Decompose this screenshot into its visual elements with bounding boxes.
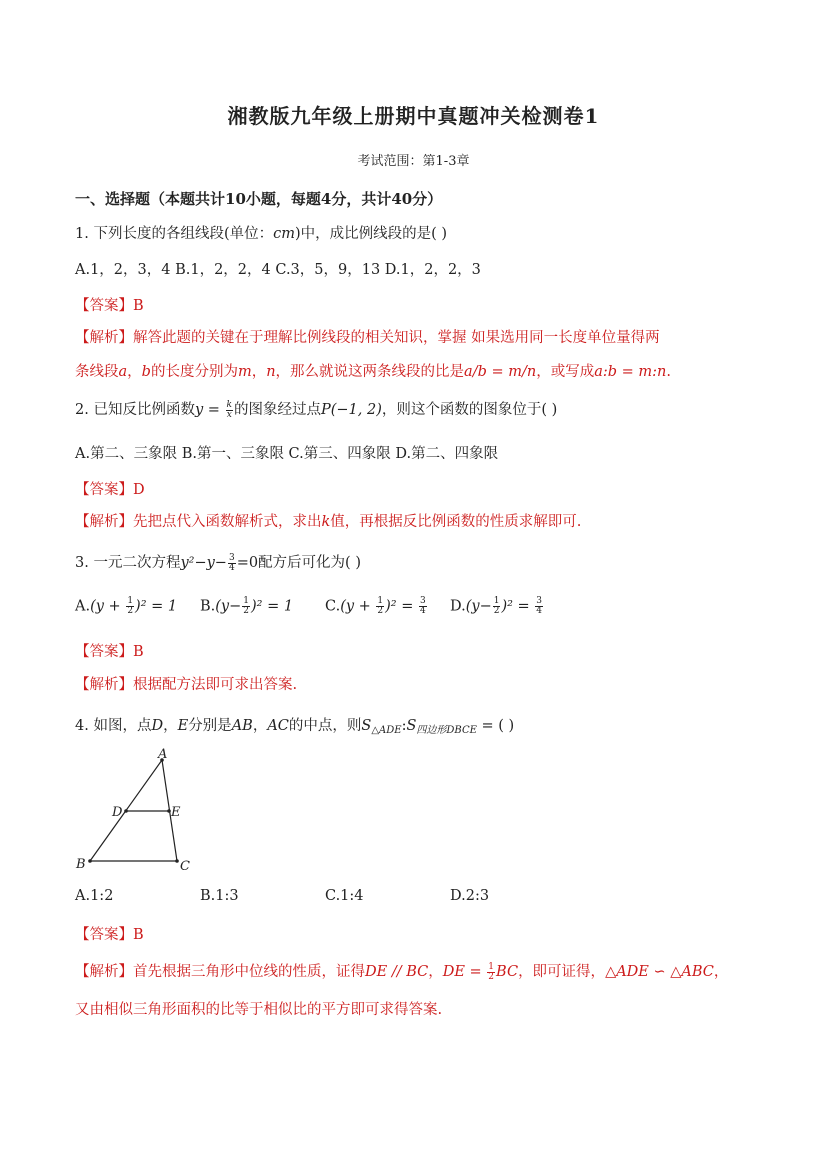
analysis-label: 【解析】 (75, 677, 133, 693)
math-var: k (321, 514, 331, 530)
analysis-text: 值，再根据反比例函数的性质求解即可. (330, 514, 582, 530)
fraction-numerator: 1 (127, 596, 134, 606)
label-d: D (112, 805, 123, 820)
label-c: C (180, 859, 190, 874)
q3-option-b (200, 597, 293, 616)
fraction-denominator: 2 (377, 606, 384, 616)
question-4-answer (75, 923, 144, 944)
separator: ， (163, 718, 178, 734)
analysis-text: ，那么就说这两条线段的比是 (275, 364, 465, 380)
separator: ， (713, 964, 729, 980)
fraction-denominator: 2 (488, 971, 495, 982)
q3-option-a (75, 597, 177, 616)
answer-label: 【答案】 (75, 298, 133, 314)
question-1-stem (75, 222, 447, 243)
math-var: n (266, 364, 276, 380)
separator: ， (127, 364, 142, 380)
fraction-numerator: 1 (243, 596, 249, 606)
math-expr: )² = (501, 598, 535, 615)
math-expr: )² = 1 (135, 598, 178, 615)
answer-label: 【答案】 (75, 482, 133, 498)
point-d (124, 809, 128, 813)
math-expr: (y + (90, 598, 126, 615)
answer-value: B (133, 927, 144, 943)
analysis-label: 【解析】 (75, 330, 133, 346)
analysis-text: ，即可证得， (518, 964, 606, 980)
math-var: E (177, 718, 189, 734)
math-fraction (242, 597, 250, 616)
question-4-stem (75, 714, 514, 736)
math-ratio: a/b = m/n (464, 364, 537, 380)
option-letter: D. (450, 598, 466, 615)
math-subscript: △ADE (371, 725, 402, 736)
question-4-analysis-line-2: 又由相似三角形面积的比等于相似比的平方即可求得答案. (75, 1002, 443, 1018)
answer-value: B (133, 644, 144, 660)
q4-stem-text-b: 分别是 (188, 718, 232, 734)
fraction-numerator: 1 (377, 596, 384, 606)
answer-value: B (133, 298, 144, 314)
question-1-options: A.1，2，3，4 B.1，2，2，4 C.3，5，9，13 D.1，2，2，3 (75, 262, 481, 278)
analysis-text: 解答此题的关键在于理解比例线段的相关知识，掌握 如果选用同一长度单位量得两 (133, 330, 660, 346)
question-3-answer (75, 640, 144, 661)
option-letter: A. (75, 598, 91, 615)
question-4-analysis-line-1 (75, 960, 728, 982)
analysis-label: 【解析】 (75, 964, 133, 980)
point-b (88, 859, 92, 863)
q4-stem-text-a: 4. 如图，点 (75, 718, 152, 734)
q2-stem-text-b: 的图象经过点 (233, 402, 321, 418)
fraction-denominator: 4 (419, 606, 426, 616)
q4-option-d: D.2:3 (450, 888, 490, 904)
fraction-numerator: 3 (419, 596, 426, 606)
math-fraction (376, 597, 384, 616)
fraction-denominator: x (226, 409, 232, 420)
math-expr: )² = 1 (251, 598, 294, 615)
question-4-options (75, 888, 775, 912)
analysis-label: 【解析】 (75, 514, 133, 530)
math-expr: )² = (385, 598, 418, 615)
q3-option-d (450, 597, 544, 616)
q4-option-b: B.1:3 (200, 888, 239, 904)
analysis-text: 的长度分别为 (150, 364, 238, 380)
q4-stem-text-d: = ( ) (476, 718, 515, 734)
answer-label: 【答案】 (75, 927, 133, 943)
fraction-denominator: 4 (536, 606, 543, 616)
analysis-text: . (666, 364, 671, 380)
question-1-answer (75, 294, 144, 315)
label-b: B (76, 857, 86, 872)
fraction-numerator: 1 (493, 596, 500, 606)
analysis-text: ，或写成 (536, 364, 595, 380)
label-a: A (158, 748, 168, 762)
math-fraction (228, 554, 236, 573)
math-var: b (141, 364, 151, 380)
q2-stem-text-c: ，则这个函数的图象位于( ) (381, 402, 558, 418)
question-2-stem (75, 398, 557, 420)
math-fraction (419, 597, 427, 616)
math-expr: (y + (340, 598, 376, 615)
math-expr: =0 (236, 555, 259, 571)
math-expr: y²−y− (180, 555, 227, 571)
point-c (175, 859, 179, 863)
q1-stem-text-a: 1. 下列长度的各组线段(单位： (75, 226, 274, 242)
fraction-denominator: 2 (493, 606, 500, 616)
math-area: S (406, 718, 417, 734)
answer-value: D (133, 482, 145, 498)
exam-scope: 考试范围：第1-3章 (357, 154, 470, 169)
math-ratio: a:b = m:n (594, 364, 667, 380)
math-var: m (237, 364, 252, 380)
math-segment: BC (496, 964, 519, 980)
math-segment: AC (267, 718, 289, 734)
fraction-denominator: 4 (228, 562, 235, 573)
page-title: 湘教版九年级上册期中真题冲关检测卷1 (227, 104, 600, 128)
math-var: D (151, 718, 164, 734)
math-fraction (487, 963, 495, 982)
fraction-numerator: k (226, 399, 232, 410)
fraction-numerator: 3 (228, 552, 235, 563)
analysis-text: 根据配方法即可求出答案. (133, 677, 298, 693)
q4-option-c: C.1:4 (325, 888, 364, 904)
math-colon: : (401, 718, 407, 734)
analysis-text: 先把点代入函数解析式，求出 (133, 514, 322, 530)
fraction-numerator: 3 (536, 596, 543, 606)
q1-unit: cm (273, 226, 295, 242)
q4-option-a: A.1:2 (75, 888, 114, 904)
math-expr: (y− (215, 598, 242, 615)
option-letter: B. (200, 598, 216, 615)
question-2-answer (75, 478, 145, 499)
q3-stem-text-a: 3. 一元二次方程 (75, 555, 181, 571)
math-expr: DE = (442, 964, 487, 980)
question-2-options: A.第二、三象限 B.第一、三象限 C.第三、四象限 D.第二、四象限 (75, 446, 499, 462)
math-segment: AB (231, 718, 253, 734)
math-expr: DE // BC (365, 964, 429, 980)
math-subscript: 四边形DBCE (416, 725, 477, 736)
separator: ， (252, 718, 268, 734)
q4-stem-text-c: 的中点，则 (288, 718, 362, 734)
math-fraction (493, 597, 501, 616)
analysis-text: 首先根据三角形中位线的性质，证得 (133, 964, 365, 980)
label-e: E (171, 805, 181, 820)
separator: ， (428, 964, 443, 980)
math-point: P(−1, 2) (320, 402, 382, 418)
section-heading: 一、选择题（本题共计10小题，每题4分，共计40分） (75, 190, 443, 208)
question-3-analysis (75, 673, 297, 694)
fraction-denominator: 2 (243, 606, 249, 616)
question-1-analysis-line-2 (75, 360, 671, 381)
math-area: S (361, 718, 372, 734)
fraction-denominator: 2 (127, 606, 134, 616)
q3-stem-text-b: 配方后可化为( ) (258, 555, 361, 571)
math-fraction (535, 597, 543, 616)
math-similarity: △ADE ∽ △ABC (605, 964, 714, 980)
fraction-numerator: 1 (488, 961, 495, 972)
triangle-figure (70, 748, 210, 878)
q3-option-c (325, 597, 428, 616)
answer-label: 【答案】 (75, 644, 133, 660)
question-3-stem (75, 551, 361, 573)
separator: ， (251, 364, 267, 380)
analysis-text: 条线段 (75, 364, 119, 380)
question-1-analysis-line-1 (75, 326, 660, 347)
math-fraction (126, 597, 134, 616)
math-var: a (118, 364, 128, 380)
question-2-analysis (75, 510, 581, 531)
math-expr: (y− (465, 598, 492, 615)
q2-stem-text-a: 2. 已知反比例函数 (75, 402, 195, 418)
math-expr: y = (194, 402, 225, 418)
option-letter: C. (325, 598, 341, 615)
math-fraction (226, 401, 233, 420)
q1-stem-text-b: )中，成比例线段的是( ) (294, 226, 448, 242)
question-3-options (75, 597, 775, 621)
